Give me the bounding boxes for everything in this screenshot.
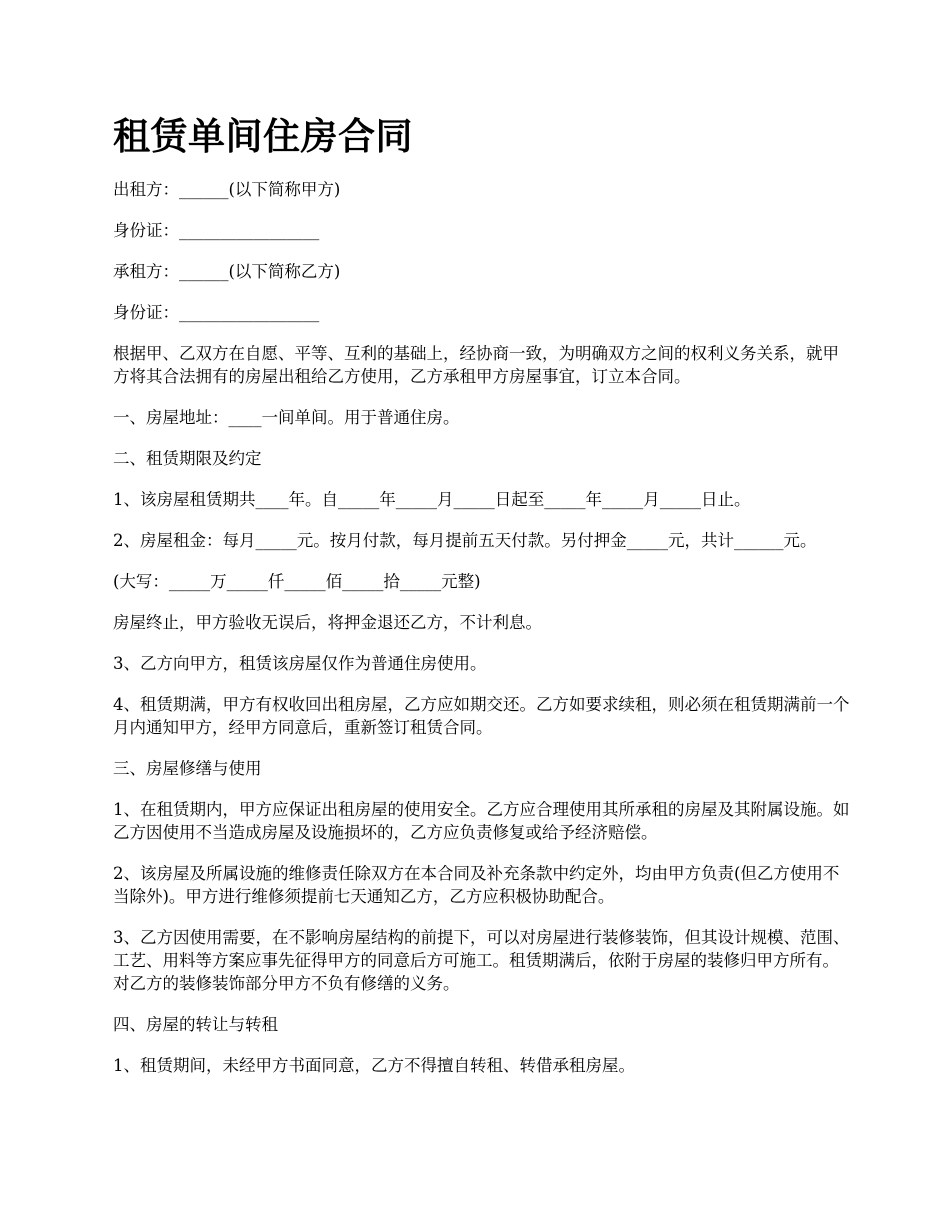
clause-2-2-amount-in-words: (大写：_____万_____仟_____佰_____拾_____元整) xyxy=(113,572,481,591)
lessor-line: 出租方：______(以下简称甲方) xyxy=(113,180,341,199)
clause-2-3-usage: 3、乙方向甲方，租赁该房屋仅作为普通住房使用。 xyxy=(113,654,487,673)
lessee-line: 承租方：______(以下简称乙方) xyxy=(113,262,341,281)
document-title: 租赁单间住房合同 xyxy=(113,114,413,158)
document-page xyxy=(113,112,853,1095)
clause-2-2-rent: 2、房屋租金：每月_____元。按月付款，每月提前五天付款。另付押金_____元，共计______元。 xyxy=(113,531,817,550)
section-1-address: 一、房屋地址：____一间单间。用于普通住房。 xyxy=(113,408,460,427)
lessee-id-line: 身份证：_________________ xyxy=(113,303,320,322)
clause-4-1-sublet: 1、租赁期间，未经甲方书面同意，乙方不得擅自转租、转借承租房屋。 xyxy=(113,1056,635,1075)
section-2-heading: 二、租赁期限及约定 xyxy=(113,449,262,468)
preamble-paragraph: 根据甲、乙双方在自愿、平等、互利的基础上，经协商一致，为明确双方之间的权利义务关系，就甲方将其合法拥有的房屋出租给乙方使用，乙方承租甲方房屋事宜，订立本合同。 xyxy=(113,344,839,386)
clause-2-2-deposit-return: 房屋终止，甲方验收无误后，将押金退还乙方，不计利息。 xyxy=(113,613,542,632)
section-3-heading: 三、房屋修缮与使用 xyxy=(113,759,262,778)
lessor-id-line: 身份证：_________________ xyxy=(113,221,320,240)
section-4-heading: 四、房屋的转让与转租 xyxy=(113,1015,278,1034)
clause-2-1-term: 1、该房屋租赁期共____年。自_____年_____月_____日起至_____年_____月_____日止。 xyxy=(113,490,751,509)
clause-2-4-renewal: 4、租赁期满，甲方有权收回出租房屋，乙方应如期交还。乙方如要求续租，则必须在租赁期满前一个月内通知甲方，经甲方同意后，重新签订租赁合同。 xyxy=(113,695,850,737)
clause-3-1-safety: 1、在租赁期内，甲方应保证出租房屋的使用安全。乙方应合理使用其所承租的房屋及其附属设施。如乙方因使用不当造成房屋及设施损坏的，乙方应负责修复或给予经济赔偿。 xyxy=(113,800,850,842)
clause-3-2-maintenance: 2、该房屋及所属设施的维修责任除双方在本合同及补充条款中约定外，均由甲方负责(但乙方使用不当除外)。甲方进行维修须提前七天通知乙方，乙方应积极协助配合。 xyxy=(113,864,840,906)
clause-3-3-renovation: 3、乙方因使用需要，在不影响房屋结构的前提下，可以对房屋进行装修装饰，但其设计规模、范围、工艺、用料等方案应事先征得甲方的同意后方可施工。租赁期满后，依附于房屋的装修归甲方所有。对乙方的装修装饰部分甲方不负有修缮的义务。 xyxy=(113,928,850,993)
